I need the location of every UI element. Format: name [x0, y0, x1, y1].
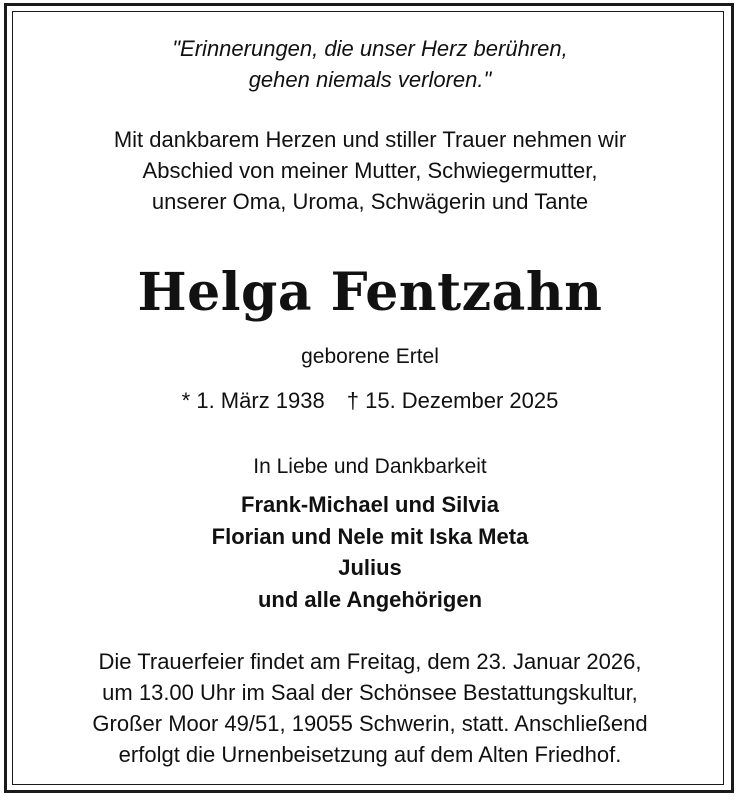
intro-line: Mit dankbarem Herzen und stiller Trauer nehmen wir: [113, 127, 627, 152]
mourner-name: Florian und Nele mit Iska Meta: [211, 523, 529, 549]
closing-phrase: In Liebe und Dankbarkeit: [253, 455, 487, 478]
quote-line: "Erinnerungen, die unser Herz berühren,: [172, 36, 568, 61]
life-dates: [14, 385, 726, 417]
deceased-name: Helga Fentzahn: [137, 262, 603, 323]
quote-line: gehen niemals verloren.": [248, 67, 492, 92]
birth-date: * 1. März 1938: [181, 388, 325, 413]
funeral-details: [14, 646, 726, 770]
death-date: † 15. Dezember 2025: [346, 388, 559, 413]
mourners-list: [14, 489, 726, 615]
mourner-name: Julius: [338, 555, 402, 580]
funeral-line: um 13.00 Uhr im Saal der Schönsee Bestattungskultur,: [102, 680, 638, 705]
mourner-name: und alle Angehörigen: [257, 586, 483, 612]
mourner-name: Frank-Michael und Silvia: [241, 492, 499, 517]
intro-line: unserer Oma, Uroma, Schwägerin und Tante: [151, 189, 589, 214]
funeral-line: Die Trauerfeier findet am Freitag, dem 23. Januar 2026,: [98, 649, 642, 674]
funeral-line: Großer Moor 49/51, 19055 Schwerin, statt. Anschließend: [92, 711, 648, 736]
funeral-line: erfolgt die Urnenbeisetzung auf dem Alten Friedhof.: [118, 742, 622, 767]
intro-line: Abschied von meiner Mutter, Schwiegermutter,: [142, 158, 598, 183]
memorial-quote: [14, 33, 726, 95]
intro-text: [14, 124, 726, 217]
maiden-name: geborene Ertel: [301, 345, 439, 368]
